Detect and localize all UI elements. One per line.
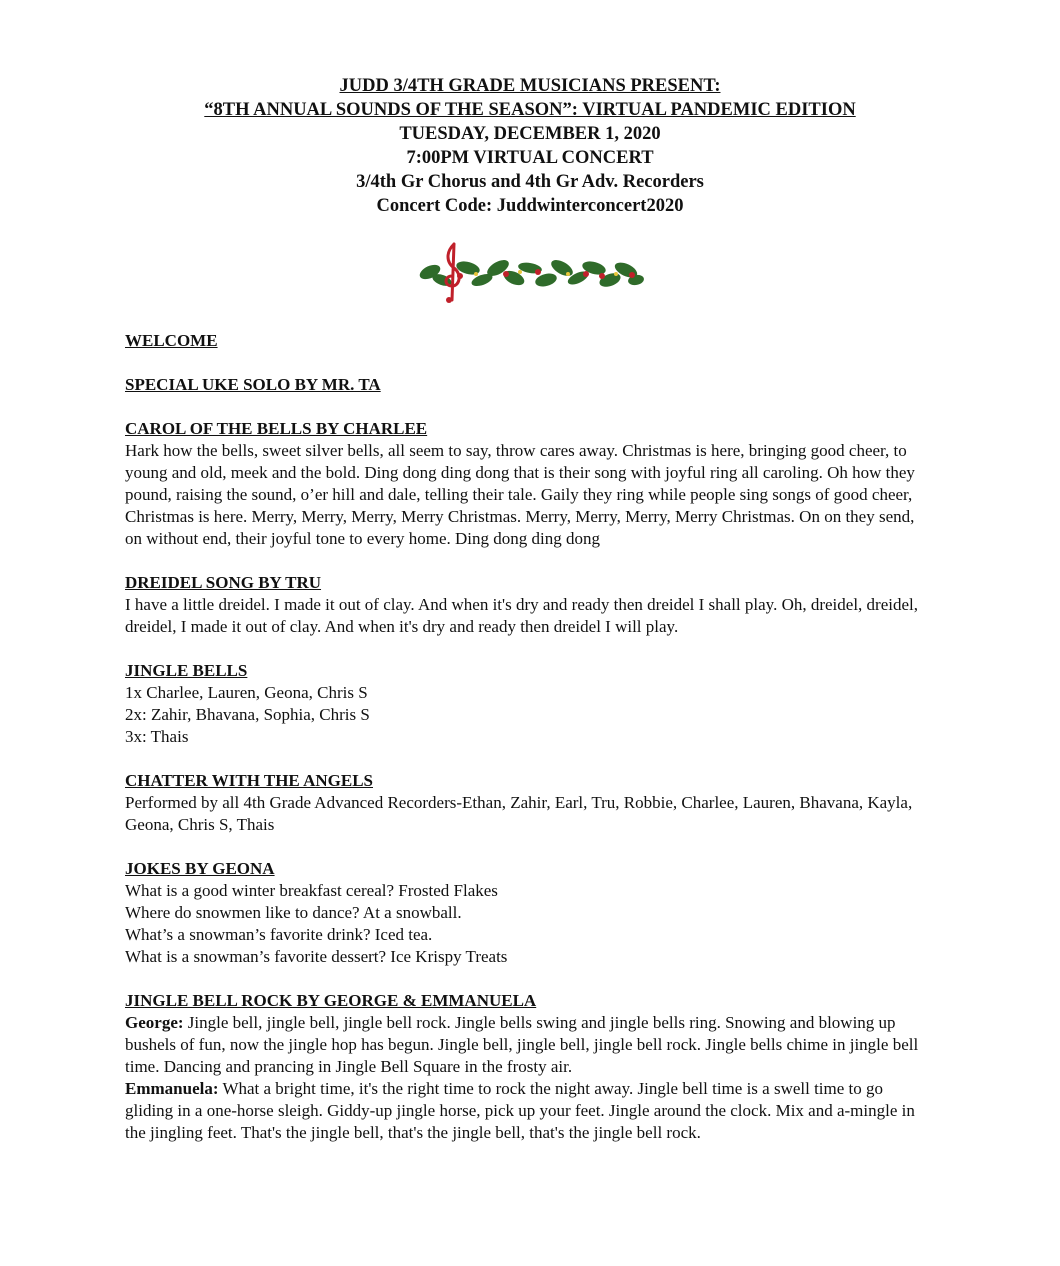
header-concert-title: “8TH ANNUAL SOUNDS OF THE SEASON”: VIRTUAL PANDEMIC EDITION [204,100,856,120]
joke-3: What’s a snowman’s favorite drink? Iced tea. [125,925,433,944]
speaker-emmanuela: Emmanuela: [125,1079,219,1098]
header-groups: 3/4th Gr Chorus and 4th Gr Adv. Recorders [356,172,704,192]
section-welcome [125,330,925,352]
program-header [0,74,1060,218]
section-jingle-bell-rock [125,990,925,1144]
speaker-george: George: [125,1013,184,1032]
joke-1: What is a good winter breakfast cereal? Frosted Flakes [125,881,498,900]
chatter-performers: Performed by all 4th Grade Advanced Recorders-Ethan, Zahir, Earl, Tru, Robbie, Charlee, Lauren, Bhavana, Kayla, Geona, Chris S, Thais [125,793,913,834]
header-concert-code: Concert Code: Juddwinterconcert2020 [376,196,684,216]
jingle-bell-rock-title: JINGLE BELL ROCK BY GEORGE & EMMANUELA [125,991,537,1010]
carol-lyrics: Hark how the bells, sweet silver bells, all seem to say, throw cares away. Christmas is here, bringing good cheer, to young and old, meek and the bold. Ding dong ding dong that is their song with joyful ring all caroling. Oh how they pound, raising the sound, o’er hill and dale, telling their tale. Gaily they ring while people sing songs of good cheer, Christmas is here. Merry, Merry, Merry, Merry Christmas. Merry, Merry, Merry, Merry Christmas. On on they send, on without end, their joyful tone to every home. Ding dong ding dong [125,441,915,548]
header-date: TUESDAY, DECEMBER 1, 2020 [399,124,661,144]
joke-4: What is a snowman’s favorite dessert? Ice Krispy Treats [125,947,508,966]
section-uke-solo [125,374,925,396]
dreidel-title: DREIDEL SONG BY TRU [125,573,322,592]
holly-garland-icon [416,238,644,308]
section-jingle-bells [125,660,925,748]
section-carol-of-the-bells [125,418,925,550]
jingle-bells-verse-3: 3x: Thais [125,727,189,746]
welcome-title: WELCOME [125,331,218,350]
jingle-bells-verse-2: 2x: Zahir, Bhavana, Sophia, Chris S [125,705,370,724]
treble-clef-icon [446,244,459,303]
chatter-title: CHATTER WITH THE ANGELS [125,771,373,790]
carol-title: CAROL OF THE BELLS BY CHARLEE [125,419,428,438]
jingle-bells-verse-1: 1x Charlee, Lauren, Geona, Chris S [125,683,368,702]
george-part [125,1012,925,1078]
george-lyrics: Jingle bell, jingle bell, jingle bell rock. Jingle bells swing and jingle bells ring. Snowing and blowing up bushels of fun, now the jingle hop has begun. Jingle bell, jingle bell, jingle bell rock. Jingle bells chime in jingle bell time. Dancing and prancing in Jingle Bell Square in the frosty air. [125,1013,919,1076]
section-jokes [125,858,925,968]
header-presenters: JUDD 3/4TH GRADE MUSICIANS PRESENT: [339,76,721,96]
program-body [125,330,925,1166]
jingle-bells-title: JINGLE BELLS [125,661,248,680]
joke-2: Where do snowmen like to dance? At a snowball. [125,903,462,922]
jokes-title: JOKES BY GEONA [125,859,275,878]
section-chatter-with-the-angels [125,770,925,836]
emmanuela-lyrics: What a bright time, it's the right time to rock the night away. Jingle bell time is a swell time to go gliding in a one-horse sleigh. Giddy-up jingle horse, pick up your feet. Jingle around the clock. Mix and a-mingle in the jingling feet. That's the jingle bell, that's the jingle bell, that's the jingle bell rock. [125,1079,915,1142]
dreidel-lyrics: I have a little dreidel. I made it out of clay. And when it's dry and ready then dreidel I shall play. Oh, dreidel, dreidel, dreidel, I made it out of clay. And when it's dry and ready then dreidel I will play. [125,595,918,636]
section-dreidel-song [125,572,925,638]
header-time: 7:00PM VIRTUAL CONCERT [406,148,654,168]
uke-solo-title: SPECIAL UKE SOLO BY MR. TA [125,375,381,394]
emmanuela-part [125,1078,925,1144]
